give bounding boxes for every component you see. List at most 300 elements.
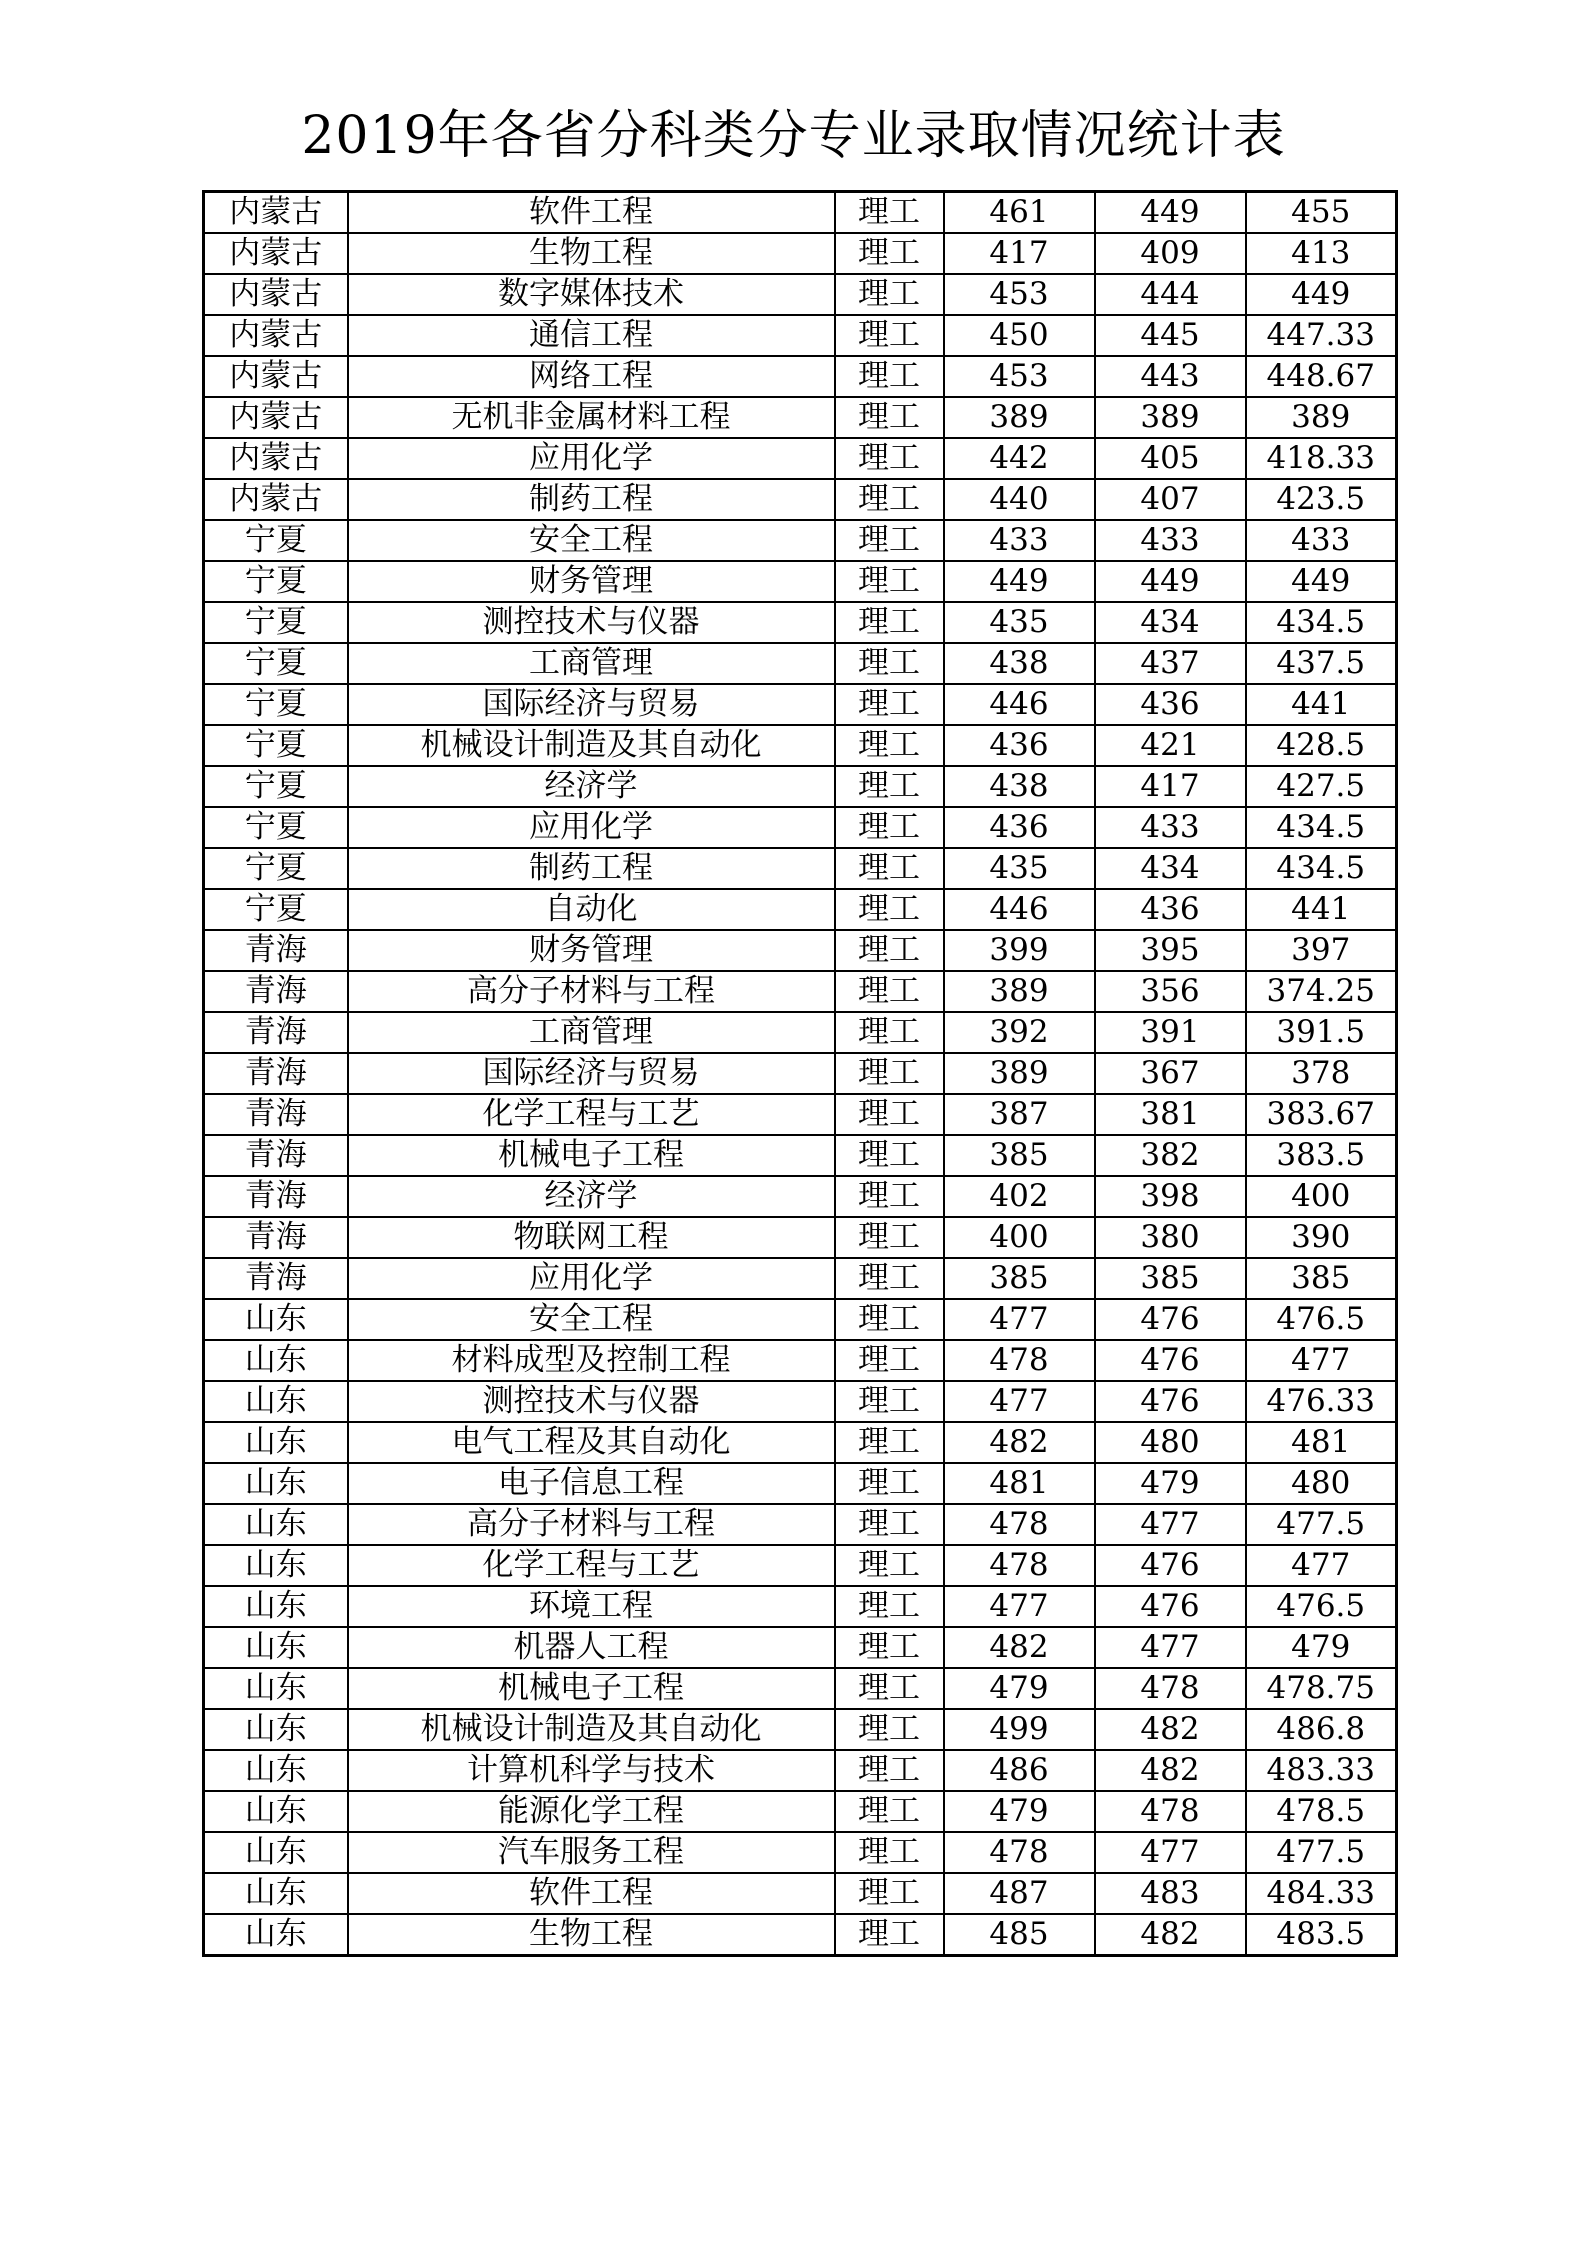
category-cell: 理工 [835, 1135, 944, 1176]
avg-score-cell: 447.33 [1246, 315, 1397, 356]
major-cell: 计算机科学与技术 [348, 1750, 835, 1791]
avg-score-cell: 385 [1246, 1258, 1397, 1299]
avg-score-cell: 413 [1246, 233, 1397, 274]
avg-score-cell: 449 [1246, 561, 1397, 602]
avg-score-cell: 400 [1246, 1176, 1397, 1217]
max-score-cell: 440 [944, 479, 1095, 520]
category-cell: 理工 [835, 233, 944, 274]
major-cell: 生物工程 [348, 233, 835, 274]
max-score-cell: 453 [944, 356, 1095, 397]
table-row [204, 1504, 1397, 1545]
table-row [204, 1217, 1397, 1258]
min-score-cell: 478 [1095, 1791, 1246, 1832]
major-cell: 机械设计制造及其自动化 [348, 1709, 835, 1750]
max-score-cell: 446 [944, 684, 1095, 725]
max-score-cell: 435 [944, 602, 1095, 643]
min-score-cell: 449 [1095, 561, 1246, 602]
avg-score-cell: 437.5 [1246, 643, 1397, 684]
max-score-cell: 389 [944, 397, 1095, 438]
table-row [204, 233, 1397, 274]
max-score-cell: 486 [944, 1750, 1095, 1791]
table-row [204, 889, 1397, 930]
max-score-cell: 481 [944, 1463, 1095, 1504]
max-score-cell: 438 [944, 766, 1095, 807]
major-cell: 测控技术与仪器 [348, 602, 835, 643]
max-score-cell: 387 [944, 1094, 1095, 1135]
province-cell: 宁夏 [204, 889, 348, 930]
category-cell: 理工 [835, 1545, 944, 1586]
min-score-cell: 433 [1095, 807, 1246, 848]
min-score-cell: 381 [1095, 1094, 1246, 1135]
category-cell: 理工 [835, 1381, 944, 1422]
avg-score-cell: 476.5 [1246, 1586, 1397, 1627]
min-score-cell: 482 [1095, 1914, 1246, 1956]
max-score-cell: 435 [944, 848, 1095, 889]
table-row [204, 1176, 1397, 1217]
max-score-cell: 450 [944, 315, 1095, 356]
min-score-cell: 444 [1095, 274, 1246, 315]
max-score-cell: 449 [944, 561, 1095, 602]
table-row [204, 930, 1397, 971]
max-score-cell: 438 [944, 643, 1095, 684]
province-cell: 青海 [204, 1135, 348, 1176]
avg-score-cell: 423.5 [1246, 479, 1397, 520]
min-score-cell: 407 [1095, 479, 1246, 520]
max-score-cell: 402 [944, 1176, 1095, 1217]
category-cell: 理工 [835, 1463, 944, 1504]
province-cell: 山东 [204, 1832, 348, 1873]
avg-score-cell: 478.5 [1246, 1791, 1397, 1832]
major-cell: 能源化学工程 [348, 1791, 835, 1832]
category-cell: 理工 [835, 1586, 944, 1627]
avg-score-cell: 441 [1246, 889, 1397, 930]
max-score-cell: 417 [944, 233, 1095, 274]
province-cell: 宁夏 [204, 766, 348, 807]
major-cell: 电气工程及其自动化 [348, 1422, 835, 1463]
major-cell: 材料成型及控制工程 [348, 1340, 835, 1381]
table-row [204, 1545, 1397, 1586]
province-cell: 青海 [204, 1053, 348, 1094]
category-cell: 理工 [835, 1258, 944, 1299]
min-score-cell: 389 [1095, 397, 1246, 438]
avg-score-cell: 434.5 [1246, 807, 1397, 848]
avg-score-cell: 434.5 [1246, 848, 1397, 889]
major-cell: 无机非金属材料工程 [348, 397, 835, 438]
major-cell: 机械电子工程 [348, 1668, 835, 1709]
avg-score-cell: 418.33 [1246, 438, 1397, 479]
major-cell: 机器人工程 [348, 1627, 835, 1668]
category-cell: 理工 [835, 725, 944, 766]
province-cell: 山东 [204, 1545, 348, 1586]
avg-score-cell: 476.33 [1246, 1381, 1397, 1422]
table-row [204, 438, 1397, 479]
province-cell: 山东 [204, 1463, 348, 1504]
min-score-cell: 476 [1095, 1586, 1246, 1627]
min-score-cell: 480 [1095, 1422, 1246, 1463]
province-cell: 山东 [204, 1627, 348, 1668]
max-score-cell: 477 [944, 1299, 1095, 1340]
province-cell: 宁夏 [204, 602, 348, 643]
max-score-cell: 485 [944, 1914, 1095, 1956]
major-cell: 化学工程与工艺 [348, 1094, 835, 1135]
category-cell: 理工 [835, 1791, 944, 1832]
avg-score-cell: 480 [1246, 1463, 1397, 1504]
province-cell: 内蒙古 [204, 192, 348, 234]
table-body [204, 192, 1397, 1956]
province-cell: 内蒙古 [204, 479, 348, 520]
category-cell: 理工 [835, 1422, 944, 1463]
min-score-cell: 405 [1095, 438, 1246, 479]
major-cell: 应用化学 [348, 438, 835, 479]
province-cell: 青海 [204, 1094, 348, 1135]
province-cell: 山东 [204, 1422, 348, 1463]
min-score-cell: 449 [1095, 192, 1246, 234]
min-score-cell: 477 [1095, 1832, 1246, 1873]
table-row [204, 1586, 1397, 1627]
province-cell: 山东 [204, 1340, 348, 1381]
max-score-cell: 499 [944, 1709, 1095, 1750]
category-cell: 理工 [835, 520, 944, 561]
category-cell: 理工 [835, 1832, 944, 1873]
table-row [204, 315, 1397, 356]
table-row [204, 1258, 1397, 1299]
max-score-cell: 442 [944, 438, 1095, 479]
avg-score-cell: 428.5 [1246, 725, 1397, 766]
province-cell: 内蒙古 [204, 315, 348, 356]
province-cell: 宁夏 [204, 807, 348, 848]
min-score-cell: 476 [1095, 1545, 1246, 1586]
province-cell: 宁夏 [204, 643, 348, 684]
table-row [204, 192, 1397, 234]
avg-score-cell: 484.33 [1246, 1873, 1397, 1914]
avg-score-cell: 427.5 [1246, 766, 1397, 807]
table-row [204, 1832, 1397, 1873]
avg-score-cell: 476.5 [1246, 1299, 1397, 1340]
major-cell: 财务管理 [348, 930, 835, 971]
max-score-cell: 385 [944, 1258, 1095, 1299]
category-cell: 理工 [835, 930, 944, 971]
avg-score-cell: 378 [1246, 1053, 1397, 1094]
min-score-cell: 391 [1095, 1012, 1246, 1053]
table-row [204, 1094, 1397, 1135]
table-row [204, 561, 1397, 602]
major-cell: 经济学 [348, 766, 835, 807]
table-row [204, 1422, 1397, 1463]
avg-score-cell: 449 [1246, 274, 1397, 315]
table-row [204, 1791, 1397, 1832]
min-score-cell: 398 [1095, 1176, 1246, 1217]
table-row [204, 1463, 1397, 1504]
category-cell: 理工 [835, 1217, 944, 1258]
province-cell: 青海 [204, 1217, 348, 1258]
max-score-cell: 478 [944, 1545, 1095, 1586]
avg-score-cell: 434.5 [1246, 602, 1397, 643]
avg-score-cell: 441 [1246, 684, 1397, 725]
avg-score-cell: 483.33 [1246, 1750, 1397, 1791]
min-score-cell: 421 [1095, 725, 1246, 766]
category-cell: 理工 [835, 1627, 944, 1668]
category-cell: 理工 [835, 315, 944, 356]
min-score-cell: 433 [1095, 520, 1246, 561]
min-score-cell: 434 [1095, 602, 1246, 643]
category-cell: 理工 [835, 1668, 944, 1709]
major-cell: 应用化学 [348, 1258, 835, 1299]
max-score-cell: 477 [944, 1381, 1095, 1422]
admission-score-table [202, 190, 1398, 1957]
avg-score-cell: 481 [1246, 1422, 1397, 1463]
avg-score-cell: 397 [1246, 930, 1397, 971]
table-row [204, 1627, 1397, 1668]
table-row [204, 848, 1397, 889]
major-cell: 国际经济与贸易 [348, 1053, 835, 1094]
avg-score-cell: 477 [1246, 1340, 1397, 1381]
avg-score-cell: 390 [1246, 1217, 1397, 1258]
avg-score-cell: 374.25 [1246, 971, 1397, 1012]
category-cell: 理工 [835, 1053, 944, 1094]
max-score-cell: 389 [944, 971, 1095, 1012]
avg-score-cell: 477 [1246, 1545, 1397, 1586]
table-row [204, 356, 1397, 397]
major-cell: 机械电子工程 [348, 1135, 835, 1176]
province-cell: 宁夏 [204, 684, 348, 725]
province-cell: 山东 [204, 1791, 348, 1832]
category-cell: 理工 [835, 643, 944, 684]
max-score-cell: 487 [944, 1873, 1095, 1914]
min-score-cell: 437 [1095, 643, 1246, 684]
min-score-cell: 443 [1095, 356, 1246, 397]
avg-score-cell: 455 [1246, 192, 1397, 234]
min-score-cell: 385 [1095, 1258, 1246, 1299]
table-row [204, 1709, 1397, 1750]
avg-score-cell: 389 [1246, 397, 1397, 438]
province-cell: 青海 [204, 971, 348, 1012]
major-cell: 制药工程 [348, 848, 835, 889]
table-row [204, 1381, 1397, 1422]
min-score-cell: 395 [1095, 930, 1246, 971]
province-cell: 宁夏 [204, 561, 348, 602]
min-score-cell: 482 [1095, 1709, 1246, 1750]
table-row [204, 602, 1397, 643]
province-cell: 内蒙古 [204, 438, 348, 479]
province-cell: 内蒙古 [204, 397, 348, 438]
category-cell: 理工 [835, 684, 944, 725]
category-cell: 理工 [835, 1914, 944, 1956]
major-cell: 数字媒体技术 [348, 274, 835, 315]
major-cell: 生物工程 [348, 1914, 835, 1956]
major-cell: 高分子材料与工程 [348, 1504, 835, 1545]
province-cell: 宁夏 [204, 725, 348, 766]
category-cell: 理工 [835, 1709, 944, 1750]
min-score-cell: 476 [1095, 1299, 1246, 1340]
max-score-cell: 389 [944, 1053, 1095, 1094]
province-cell: 山东 [204, 1381, 348, 1422]
table-row [204, 1750, 1397, 1791]
province-cell: 山东 [204, 1668, 348, 1709]
min-score-cell: 477 [1095, 1504, 1246, 1545]
avg-score-cell: 433 [1246, 520, 1397, 561]
table-row [204, 1135, 1397, 1176]
major-cell: 化学工程与工艺 [348, 1545, 835, 1586]
max-score-cell: 482 [944, 1627, 1095, 1668]
avg-score-cell: 479 [1246, 1627, 1397, 1668]
page-title: 2019年各省分科类分专业录取情况统计表 [301, 106, 1286, 166]
table-row [204, 725, 1397, 766]
major-cell: 财务管理 [348, 561, 835, 602]
max-score-cell: 399 [944, 930, 1095, 971]
min-score-cell: 367 [1095, 1053, 1246, 1094]
min-score-cell: 409 [1095, 233, 1246, 274]
max-score-cell: 479 [944, 1668, 1095, 1709]
category-cell: 理工 [835, 1340, 944, 1381]
avg-score-cell: 483.5 [1246, 1914, 1397, 1956]
major-cell: 测控技术与仪器 [348, 1381, 835, 1422]
min-score-cell: 436 [1095, 684, 1246, 725]
major-cell: 电子信息工程 [348, 1463, 835, 1504]
province-cell: 山东 [204, 1873, 348, 1914]
max-score-cell: 446 [944, 889, 1095, 930]
province-cell: 山东 [204, 1504, 348, 1545]
max-score-cell: 482 [944, 1422, 1095, 1463]
max-score-cell: 479 [944, 1791, 1095, 1832]
max-score-cell: 477 [944, 1586, 1095, 1627]
province-cell: 山东 [204, 1709, 348, 1750]
avg-score-cell: 477.5 [1246, 1504, 1397, 1545]
table-row [204, 766, 1397, 807]
min-score-cell: 479 [1095, 1463, 1246, 1504]
province-cell: 山东 [204, 1586, 348, 1627]
max-score-cell: 385 [944, 1135, 1095, 1176]
category-cell: 理工 [835, 602, 944, 643]
table-row [204, 684, 1397, 725]
max-score-cell: 436 [944, 725, 1095, 766]
min-score-cell: 445 [1095, 315, 1246, 356]
category-cell: 理工 [835, 1299, 944, 1340]
major-cell: 自动化 [348, 889, 835, 930]
major-cell: 工商管理 [348, 643, 835, 684]
province-cell: 青海 [204, 1176, 348, 1217]
avg-score-cell: 477.5 [1246, 1832, 1397, 1873]
major-cell: 安全工程 [348, 520, 835, 561]
province-cell: 青海 [204, 1258, 348, 1299]
category-cell: 理工 [835, 274, 944, 315]
max-score-cell: 433 [944, 520, 1095, 561]
max-score-cell: 436 [944, 807, 1095, 848]
major-cell: 软件工程 [348, 1873, 835, 1914]
province-cell: 内蒙古 [204, 233, 348, 274]
category-cell: 理工 [835, 479, 944, 520]
table-row [204, 971, 1397, 1012]
table-row [204, 274, 1397, 315]
min-score-cell: 482 [1095, 1750, 1246, 1791]
min-score-cell: 417 [1095, 766, 1246, 807]
category-cell: 理工 [835, 766, 944, 807]
major-cell: 经济学 [348, 1176, 835, 1217]
category-cell: 理工 [835, 1873, 944, 1914]
max-score-cell: 461 [944, 192, 1095, 234]
min-score-cell: 476 [1095, 1381, 1246, 1422]
table-row [204, 479, 1397, 520]
category-cell: 理工 [835, 1504, 944, 1545]
max-score-cell: 478 [944, 1832, 1095, 1873]
province-cell: 宁夏 [204, 520, 348, 561]
max-score-cell: 392 [944, 1012, 1095, 1053]
province-cell: 宁夏 [204, 848, 348, 889]
major-cell: 软件工程 [348, 192, 835, 234]
major-cell: 国际经济与贸易 [348, 684, 835, 725]
category-cell: 理工 [835, 807, 944, 848]
major-cell: 机械设计制造及其自动化 [348, 725, 835, 766]
category-cell: 理工 [835, 1012, 944, 1053]
province-cell: 山东 [204, 1914, 348, 1956]
max-score-cell: 478 [944, 1504, 1095, 1545]
table-row [204, 1053, 1397, 1094]
avg-score-cell: 448.67 [1246, 356, 1397, 397]
avg-score-cell: 486.8 [1246, 1709, 1397, 1750]
min-score-cell: 382 [1095, 1135, 1246, 1176]
category-cell: 理工 [835, 438, 944, 479]
min-score-cell: 356 [1095, 971, 1246, 1012]
avg-score-cell: 478.75 [1246, 1668, 1397, 1709]
max-score-cell: 400 [944, 1217, 1095, 1258]
category-cell: 理工 [835, 192, 944, 234]
major-cell: 环境工程 [348, 1586, 835, 1627]
table-row [204, 807, 1397, 848]
major-cell: 汽车服务工程 [348, 1832, 835, 1873]
province-cell: 山东 [204, 1750, 348, 1791]
category-cell: 理工 [835, 561, 944, 602]
min-score-cell: 477 [1095, 1627, 1246, 1668]
min-score-cell: 478 [1095, 1668, 1246, 1709]
category-cell: 理工 [835, 397, 944, 438]
min-score-cell: 476 [1095, 1340, 1246, 1381]
major-cell: 应用化学 [348, 807, 835, 848]
province-cell: 青海 [204, 930, 348, 971]
category-cell: 理工 [835, 971, 944, 1012]
category-cell: 理工 [835, 889, 944, 930]
major-cell: 制药工程 [348, 479, 835, 520]
avg-score-cell: 383.67 [1246, 1094, 1397, 1135]
major-cell: 网络工程 [348, 356, 835, 397]
table-row [204, 1012, 1397, 1053]
avg-score-cell: 391.5 [1246, 1012, 1397, 1053]
table-row [204, 397, 1397, 438]
major-cell: 物联网工程 [348, 1217, 835, 1258]
min-score-cell: 483 [1095, 1873, 1246, 1914]
table-row [204, 1914, 1397, 1956]
province-cell: 内蒙古 [204, 274, 348, 315]
category-cell: 理工 [835, 1094, 944, 1135]
major-cell: 通信工程 [348, 315, 835, 356]
category-cell: 理工 [835, 356, 944, 397]
table-row [204, 1299, 1397, 1340]
table-row [204, 1340, 1397, 1381]
major-cell: 高分子材料与工程 [348, 971, 835, 1012]
table-row [204, 643, 1397, 684]
avg-score-cell: 383.5 [1246, 1135, 1397, 1176]
table-row [204, 1873, 1397, 1914]
category-cell: 理工 [835, 1750, 944, 1791]
table-row [204, 520, 1397, 561]
category-cell: 理工 [835, 1176, 944, 1217]
min-score-cell: 436 [1095, 889, 1246, 930]
major-cell: 安全工程 [348, 1299, 835, 1340]
max-score-cell: 478 [944, 1340, 1095, 1381]
major-cell: 工商管理 [348, 1012, 835, 1053]
province-cell: 山东 [204, 1299, 348, 1340]
table-row [204, 1668, 1397, 1709]
category-cell: 理工 [835, 848, 944, 889]
province-cell: 内蒙古 [204, 356, 348, 397]
